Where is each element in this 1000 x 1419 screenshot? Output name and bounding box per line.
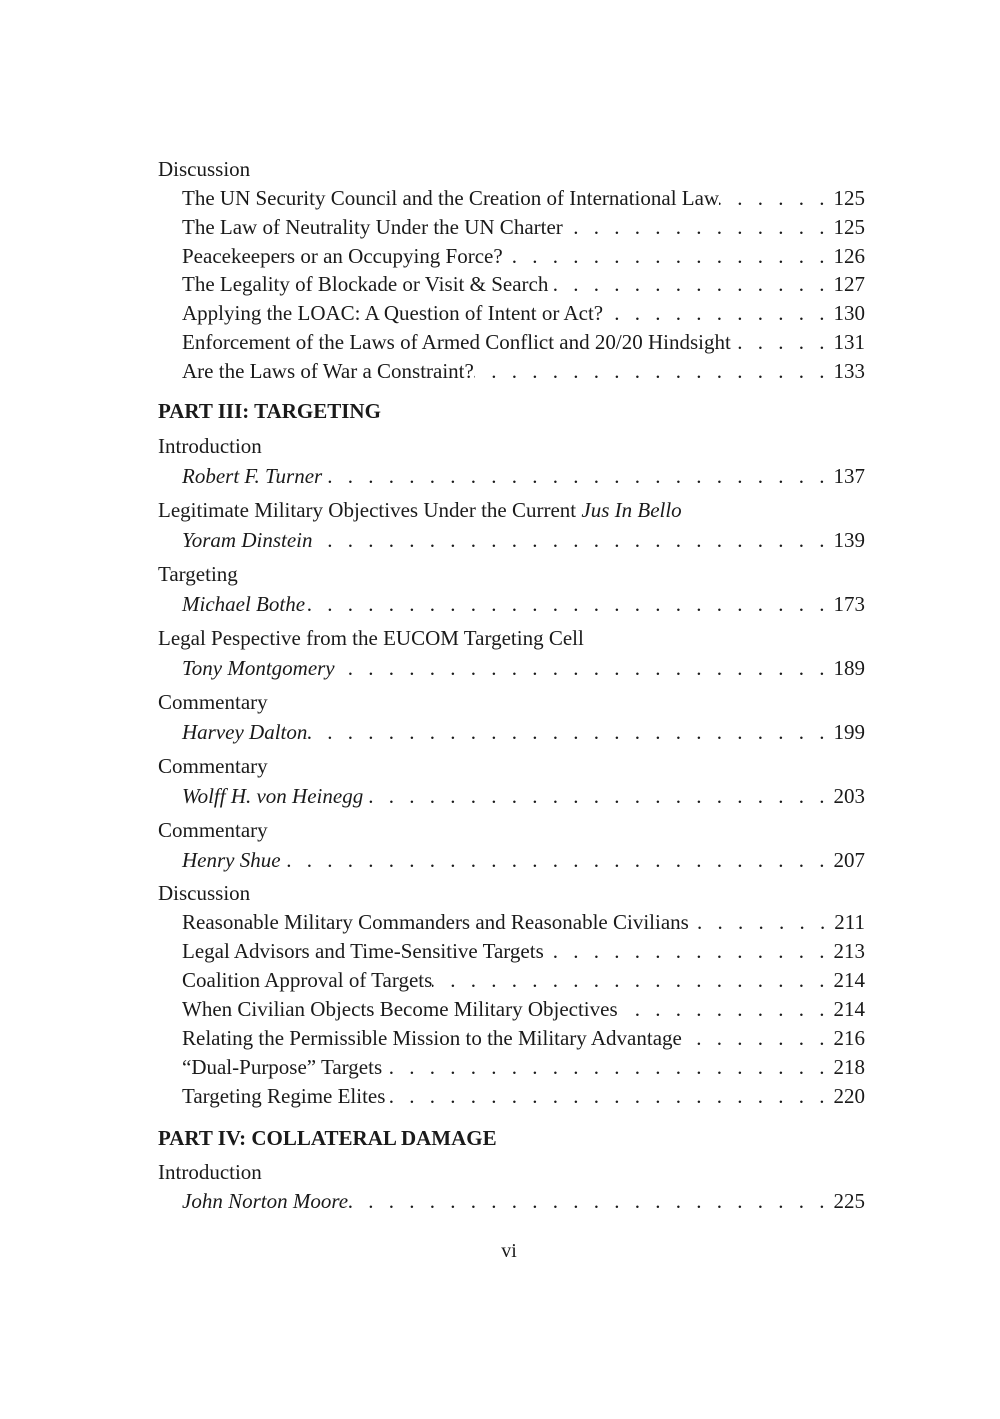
section-heading: Discussion	[158, 157, 251, 181]
toc-entry[interactable]	[182, 782, 865, 810]
entry-title: The Legality of Blockade or Visit & Search	[182, 272, 549, 297]
toc-entry[interactable]	[182, 966, 865, 994]
dot-leader	[474, 357, 834, 385]
dot-leader	[544, 937, 834, 965]
dot-leader	[305, 590, 833, 618]
entry-title: “Dual-Purpose” Targets	[182, 1055, 383, 1079]
entry-heading-text: Legitimate Military Objectives Under the Current	[158, 498, 582, 522]
dot-leader	[335, 654, 834, 682]
toc-entry[interactable]	[182, 299, 865, 327]
entry-title: Wolff H. von Heinegg	[182, 784, 364, 808]
dot-leader	[313, 526, 834, 554]
entry-page: 173	[833, 592, 865, 616]
part-heading: PART IV: COLLATERAL DAMAGE	[158, 1126, 497, 1150]
entry-title: Robert F. Turner	[182, 464, 323, 488]
entry-title: The Law of Neutrality Under the UN Charter	[182, 214, 563, 239]
dot-leader	[432, 966, 833, 994]
entry-title: Coalition Approval of Targets	[182, 968, 433, 992]
entry-page: 125	[833, 186, 865, 210]
entry-page: 214	[833, 968, 865, 992]
dot-leader	[548, 270, 833, 298]
part-heading: PART III: TARGETING	[158, 399, 381, 423]
toc-entry[interactable]	[182, 328, 865, 356]
toc-entry[interactable]	[182, 1187, 865, 1215]
dot-leader	[322, 462, 833, 490]
entry-page: 216	[833, 1026, 865, 1050]
toc-entry[interactable]	[182, 462, 865, 490]
entry-title: The UN Security Council and the Creation of International Law	[182, 186, 720, 210]
dot-leader	[603, 299, 833, 327]
entry-page: 225	[833, 1189, 865, 1213]
entry-title: Peacekeepers or an Occupying Force?	[182, 243, 503, 268]
dot-leader	[281, 846, 834, 874]
dot-leader	[363, 782, 833, 810]
entry-page: 214	[833, 997, 865, 1021]
dot-leader	[682, 1024, 834, 1052]
entry-heading: Commentary	[158, 818, 268, 842]
entry-page: 133	[833, 358, 865, 383]
entry-title: Yoram Dinstein	[182, 528, 313, 552]
toc-entry[interactable]	[182, 1082, 865, 1110]
dot-leader	[731, 328, 834, 356]
toc-entry[interactable]	[182, 718, 865, 746]
entry-page: 127	[833, 272, 865, 297]
toc-entry[interactable]	[182, 184, 865, 212]
entry-title: Enforcement of the Laws of Armed Conflict and 20/20 Hindsight	[182, 330, 731, 354]
entry-title: John Norton Moore	[182, 1189, 349, 1213]
entry-title: Tony Montgomery	[182, 656, 335, 680]
entry-page: 125	[833, 214, 865, 239]
entry-title: Applying the LOAC: A Question of Intent or Act?	[182, 301, 604, 326]
entry-page: 131	[833, 330, 865, 354]
entry-heading: Targeting	[158, 562, 238, 586]
entry-page: 218	[833, 1055, 865, 1079]
dot-leader	[689, 908, 834, 936]
entry-page: 211	[834, 910, 865, 934]
toc-entry[interactable]	[182, 270, 865, 298]
toc-entry[interactable]	[182, 242, 865, 270]
entry-title: Michael Bothe	[182, 592, 306, 616]
entry-title: When Civilian Objects Become Military Objectives	[182, 997, 618, 1021]
dot-leader	[563, 213, 834, 241]
toc-entry[interactable]	[182, 1053, 865, 1081]
entry-page: 213	[833, 939, 865, 963]
dot-leader	[307, 718, 833, 746]
entry-heading	[158, 496, 865, 524]
dot-leader	[719, 184, 833, 212]
toc-entry[interactable]	[182, 846, 865, 874]
toc-entry[interactable]	[182, 213, 865, 241]
entry-heading: Commentary	[158, 754, 268, 778]
toc-entry[interactable]	[182, 526, 865, 554]
toc-entry[interactable]	[182, 590, 865, 618]
toc-entry[interactable]	[182, 937, 865, 965]
toc-entry[interactable]	[182, 995, 865, 1023]
toc-entry[interactable]	[182, 654, 865, 682]
entry-page: 207	[833, 848, 865, 872]
entry-title: Targeting Regime Elites	[182, 1084, 386, 1108]
entry-page: 189	[833, 656, 865, 680]
entry-heading: Introduction	[158, 1160, 262, 1184]
entry-page: 139	[833, 528, 865, 552]
entry-page: 130	[833, 301, 865, 326]
entry-heading-italic: Jus In Bello	[581, 498, 682, 522]
entry-heading: Commentary	[158, 690, 268, 714]
dot-leader	[382, 1053, 833, 1081]
dot-leader	[385, 1082, 833, 1110]
toc-entry[interactable]	[182, 1024, 865, 1052]
entry-title: Are the Laws of War a Constraint?	[182, 358, 474, 383]
toc-entry[interactable]	[182, 357, 865, 385]
dot-leader	[348, 1187, 833, 1215]
entry-heading: Introduction	[158, 434, 262, 458]
section-heading: Discussion	[158, 881, 251, 905]
entry-title: Harvey Dalton	[182, 720, 308, 744]
dot-leader	[503, 242, 834, 270]
entry-title: Relating the Permissible Mission to the Military Advantage	[182, 1026, 682, 1050]
entry-page: 137	[833, 464, 865, 488]
entry-heading: Legal Pespective from the EUCOM Targeting Cell	[158, 626, 584, 650]
page-number: vi	[501, 1240, 517, 1262]
toc-entry[interactable]	[182, 908, 865, 936]
entry-title: Legal Advisors and Time-Sensitive Targets	[182, 939, 544, 963]
dot-leader	[618, 995, 834, 1023]
entry-page: 203	[833, 784, 865, 808]
entry-title: Reasonable Military Commanders and Reasonable Civilians	[182, 910, 689, 934]
entry-page: 199	[833, 720, 865, 744]
entry-page: 220	[833, 1084, 865, 1108]
entry-page: 126	[833, 243, 865, 268]
entry-title: Henry Shue	[182, 848, 281, 872]
